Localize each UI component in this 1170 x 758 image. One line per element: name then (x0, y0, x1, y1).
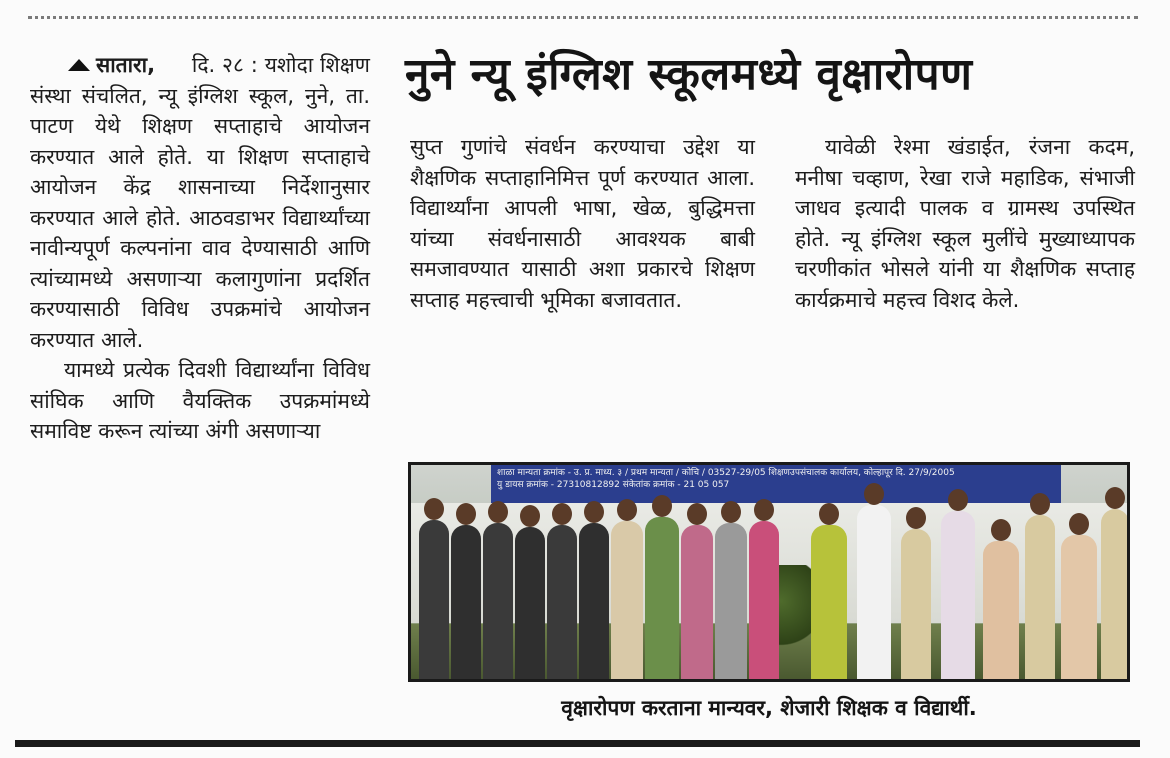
person-figure (811, 525, 847, 682)
triangle-bullet-icon (68, 59, 90, 71)
person-figure (419, 520, 449, 682)
top-dotted-rule (28, 16, 1138, 19)
person-figure (547, 525, 577, 682)
person-figure (941, 511, 975, 682)
person-figure (483, 523, 513, 682)
dateline-date: दि. २८ : (191, 53, 258, 77)
person-figure (681, 525, 713, 682)
bottom-rule (15, 740, 1140, 747)
person-figure (1061, 535, 1097, 682)
paragraph-text: यामध्ये प्रत्येक दिवशी विद्यार्थ्यांना विविध सांघिक आणि वैयक्तिक उपक्रमांमध्ये समाविष्ट करून त्यांच्या अंगी असणाऱ्या (30, 358, 370, 443)
paragraph-text: यशोदा शिक्षण संस्था संचलित, न्यू इंग्लिश स्कूल, नुने, ता. पाटण येथे शिक्षण सप्ताहाचे आयोजन करण्यात आले होते. या शिक्षण सप्ताहाचे आयोजन केंद्र शासनाच्या निर्देशानुसार करण्यात आले होते. आठवडाभर विद्यार्थ्यांच्या नावीन्यपूर्ण कल्पनांना वाव देण्यासाठी आणि त्यांच्यामध्ये असणाऱ्या कलागुणांना प्रदर्शित करण्यासाठी विविध उपक्रमांचे आयोजन करण्यात आले. (30, 53, 370, 352)
article-column-3 (795, 132, 1135, 315)
person-figure (451, 525, 481, 682)
person-figure (857, 505, 891, 682)
banner-line: शाळा मान्यता क्रमांक - उ. प्र. माध्य. ३ / प्रथम मान्यता / कोचि / 03527-29/05 शिक्षणउपसंचालक कार्यालय, कोल्हापूर दि. 27/9/2005 (497, 468, 955, 478)
headline: नुने न्यू इंग्लिश स्कूलमध्ये वृक्षारोपण (405, 49, 973, 100)
person-figure (715, 523, 747, 682)
person-figure (983, 541, 1019, 682)
person-figure (645, 517, 679, 682)
article-column-1 (30, 50, 370, 447)
event-photo (408, 462, 1130, 682)
person-figure (1025, 515, 1055, 682)
person-figure (515, 527, 545, 682)
person-figure (579, 523, 609, 682)
person-figure (901, 529, 931, 682)
dateline-place: सातारा, (96, 53, 156, 77)
dateline (30, 53, 155, 77)
paragraph-text: यावेळी रेश्मा खंडाईत, रंजना कदम, मनीषा चव्हाण, रेखा राजे महाडिक, संभाजी जाधव इत्यादी पालक व ग्रामस्थ उपस्थित होते. न्यू इंग्लिश स्कूल मुलींचे मुख्याध्यापक चरणीकांत भोसले यांनी या शैक्षणिक सप्ताह कार्यक्रमाचे महत्त्व विशद केले. (795, 135, 1135, 312)
article-column-2 (410, 132, 755, 315)
person-figure (611, 521, 643, 682)
photo-caption: वृक्षारोपण करताना मान्यवर, शेजारी शिक्षक व विद्यार्थी. (561, 696, 977, 720)
paragraph-text: सुप्त गुणांचे संवर्धन करण्याचा उद्देश या शैक्षणिक सप्ताहानिमित्त पूर्ण करण्यात आला. विद्यार्थ्यांना आपली भाषा, खेळ, बुद्धिमत्ता यांच्या संवर्धनासाठी आवश्यक बाबी समजावण्यात यासाठी अशा प्रकारचे शिक्षण सप्ताह महत्त्वाची भूमिका बजावतात. (410, 135, 755, 312)
school-banner (491, 465, 1061, 503)
person-figure (749, 521, 779, 682)
person-figure (1101, 509, 1129, 682)
lead-paragraph (30, 50, 370, 355)
banner-line: यु डायस क्रमांक - 27310812892 संकेतांक क्रमांक - 21 05 057 (497, 480, 730, 490)
